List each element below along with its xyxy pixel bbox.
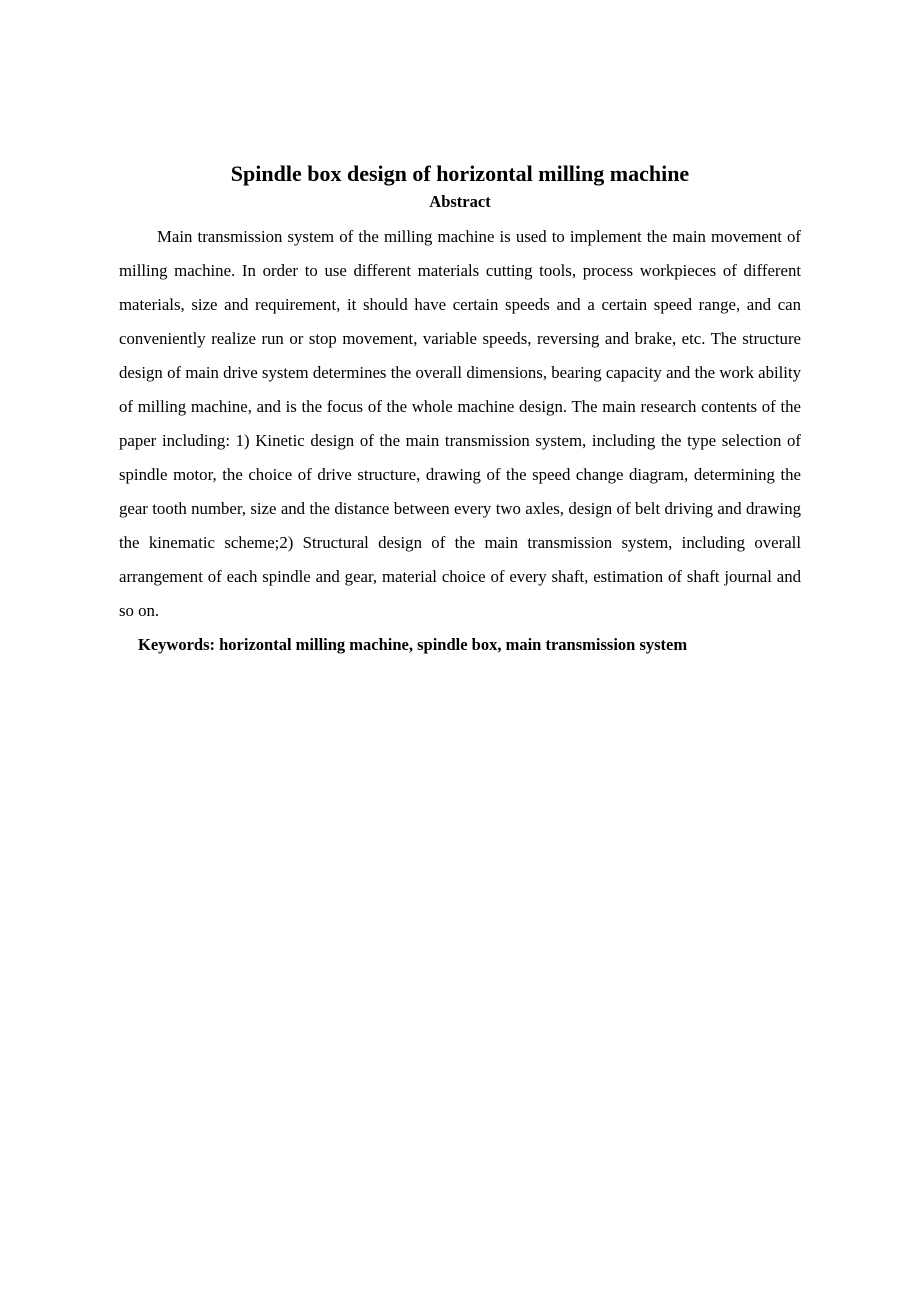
abstract-paragraph: Main transmission system of the milling machine is used to implement the main movement of milling machine. In order to use different materials cutting tools, process workpieces of different materials, size and requirement, it should have certain speeds and a certain speed range, and can conveniently realize run or stop movement, variable speeds, reversing and brake, etc. The structure design of main drive system determines the overall dimensions, bearing capacity and the work ability of milling machine, and is the focus of the whole machine design. The main research contents of the paper including: 1) Kinetic design of the main transmission system, including the type selection of spindle motor, the choice of drive structure, drawing of the speed change diagram, determining the gear tooth number, size and the distance between every two axles, design of belt driving and drawing the kinematic scheme;2) Structural design of the main transmission system, including overall arrangement of each spindle and gear, material choice of every shaft, estimation of shaft journal and so on. [119,227,801,620]
keywords-line: Keywords: horizontal milling machine, spindle box, main transmission system [138,635,688,654]
paper-title: Spindle box design of horizontal milling machine [230,161,690,186]
abstract-section [119,158,801,662]
abstract-heading: Abstract [429,192,491,211]
